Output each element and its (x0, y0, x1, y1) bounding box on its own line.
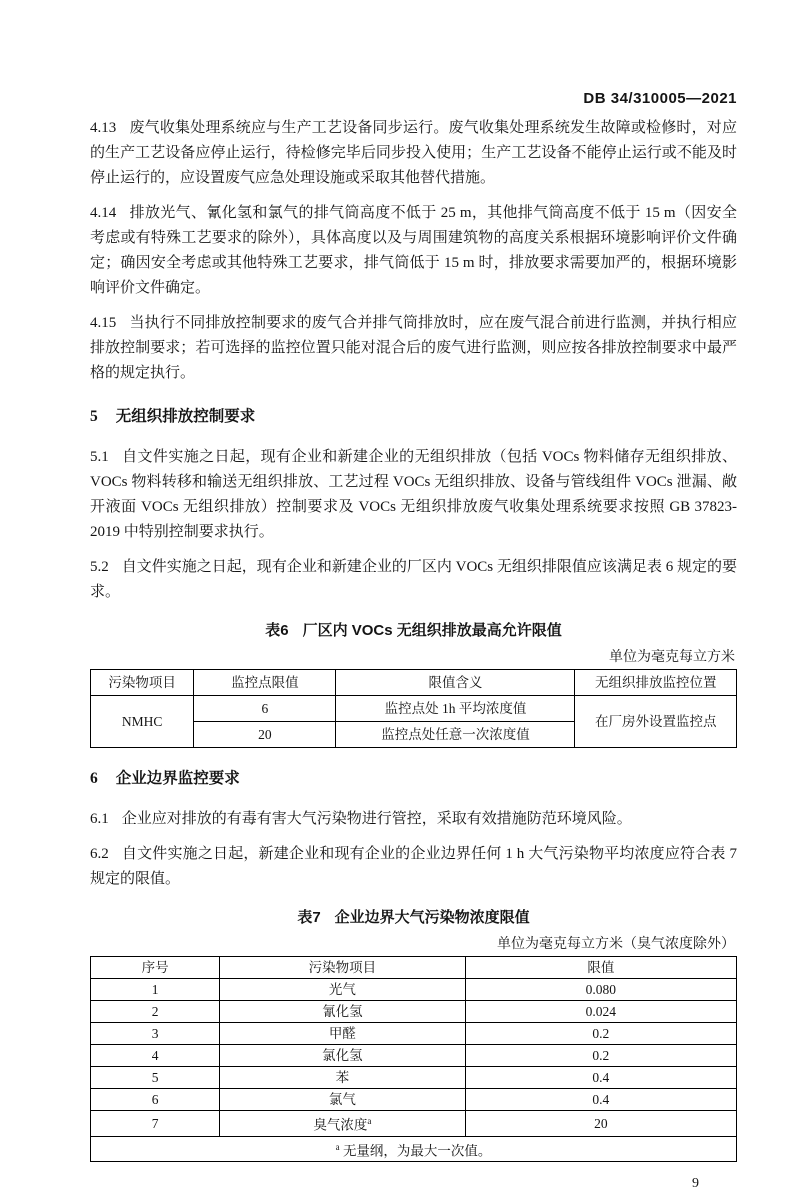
table7-limit-cell: 0.080 (465, 979, 736, 1001)
table7-title-text: 企业边界大气污染物浓度限值 (334, 909, 530, 926)
table6-number: 表6 (265, 622, 289, 639)
table6-unit-note: 单位为毫克每立方米 (609, 650, 735, 665)
table7-header-limit: 限值 (465, 957, 736, 979)
pollutant-name: 甲醛 (328, 1026, 356, 1041)
table7-title (90, 906, 737, 927)
table6-title (90, 619, 737, 640)
table7-no-cell: 3 (91, 1023, 220, 1045)
table7-no-cell: 4 (91, 1045, 220, 1067)
table7-number: 表7 (297, 909, 321, 926)
footnote-marker: a (335, 1141, 340, 1152)
table6-header-limit: 监控点限值 (194, 670, 336, 696)
clause-number: 4.13 (90, 120, 117, 136)
pollutant-name: 光气 (328, 982, 356, 997)
clause-number: 4.14 (90, 205, 117, 221)
document-code-header: DB 34/310005—2021 (583, 90, 737, 107)
clause-5-1 (90, 445, 737, 545)
pollutant-name: 苯 (335, 1070, 350, 1085)
footnote-text: 无量纲，为最大一次值。 (342, 1143, 492, 1158)
table7-row (91, 1045, 737, 1067)
table7-footnote-row (91, 1136, 737, 1162)
section-title: 无组织排放控制要求 (115, 408, 256, 425)
table7-row (91, 1001, 737, 1023)
clause-number: 6.2 (90, 846, 109, 862)
table7-row (91, 979, 737, 1001)
table7-name-cell (220, 1089, 465, 1111)
clause-4-14 (90, 201, 737, 301)
table6-meaning-cell: 监控点处任意一次浓度值 (336, 722, 575, 748)
table6-pollutant-cell: NMHC (91, 696, 194, 748)
table7-no-cell: 6 (91, 1089, 220, 1111)
table7-name-cell (220, 979, 465, 1001)
table7-name-cell (220, 1023, 465, 1045)
table6 (90, 669, 737, 748)
clause-number: 5.1 (90, 449, 109, 465)
table7-limit-cell: 20 (465, 1111, 736, 1137)
clause-number: 6.1 (90, 811, 109, 827)
page-number: 9 (692, 1176, 699, 1191)
clause-6-2 (90, 842, 737, 892)
table7-name-cell (220, 1067, 465, 1089)
table7-row (91, 1111, 737, 1137)
table7-header-no: 序号 (91, 957, 220, 979)
table7-name-cell (220, 1045, 465, 1067)
table7-no-cell: 1 (91, 979, 220, 1001)
section-5-heading (90, 404, 737, 429)
clause-5-2 (90, 555, 737, 605)
pollutant-name: 氯气 (328, 1092, 356, 1107)
pollutant-name: 臭气浓度 (313, 1117, 368, 1133)
clause-text: 自文件实施之日起，新建企业和现有企业的企业边界任何 1 h 大气污染物平均浓度应符合表 7 规定的限值。 (90, 846, 737, 887)
clause-number: 4.15 (90, 315, 117, 331)
table6-header-pollutant: 污染物项目 (91, 670, 194, 696)
table7 (90, 956, 737, 1162)
table7-footnote (91, 1136, 737, 1162)
table6-header-meaning: 限值含义 (336, 670, 575, 696)
table7-limit-cell: 0.4 (465, 1089, 736, 1111)
table7-name-cell (220, 1001, 465, 1023)
footnote-marker: a (367, 1116, 372, 1126)
table6-location-cell: 在厂房外设置监控点 (575, 696, 737, 748)
clause-4-13 (90, 116, 737, 191)
pollutant-name: 氰化氢 (322, 1004, 363, 1019)
section-number: 5 (90, 408, 98, 425)
clause-text: 自文件实施之日起，现有企业和新建企业的厂区内 VOCs 无组织排限值应该满足表 6 规定的要求。 (90, 559, 737, 600)
section-title: 企业边界监控要求 (115, 770, 240, 787)
table7-no-cell: 5 (91, 1067, 220, 1089)
clause-6-1 (90, 807, 737, 832)
clause-text: 排放光气、氰化氢和氯气的排气筒高度不低于 25 m，其他排气筒高度不低于 15 m（因安全考虑或有特殊工艺要求的除外），具体高度以及与周围建筑物的高度关系根据环境影响评价文件确定；确因安全考虑或其他特殊工艺要求，排气筒低于 15 m 时，排放要求需要加严的，根据环境影响评价文件确定。 (90, 205, 737, 296)
table6-meaning-cell: 监控点处 1h 平均浓度值 (336, 696, 575, 722)
table6-row (91, 696, 737, 722)
table7-unit-note: 单位为毫克每立方米（臭气浓度除外） (497, 937, 735, 952)
clause-4-15 (90, 311, 737, 386)
table7-name-cell (220, 1111, 465, 1137)
clause-text: 自文件实施之日起，现有企业和新建企业的无组织排放（包括 VOCs 物料储存无组织排放、VOCs 物料转移和输送无组织排放、工艺过程 VOCs 无组织排放、设备与管线组件 VOCs 泄漏、敞开液面 VOCs 无组织排放）控制要求及 VOCs 无组织排放废气收集处理系统要求按照 GB 37823-2019 中特别控制要求执行。 (90, 449, 737, 540)
section-6-heading (90, 766, 737, 791)
table6-header-row (91, 670, 737, 696)
clause-text: 企业应对排放的有毒有害大气污染物进行管控，采取有效措施防范环境风险。 (121, 811, 632, 827)
table7-no-cell: 2 (91, 1001, 220, 1023)
table6-limit-cell: 20 (194, 722, 336, 748)
table7-limit-cell: 0.2 (465, 1023, 736, 1045)
table7-row (91, 1023, 737, 1045)
clause-text: 废气收集处理系统应与生产工艺设备同步运行。废气收集处理系统发生故障或检修时，对应的生产工艺设备应停止运行，待检修完毕后同步投入使用；生产工艺设备不能停止运行或不能及时停止运行的，应设置废气应急处理设施或采取其他替代措施。 (90, 120, 737, 186)
clause-number: 5.2 (90, 559, 109, 575)
table7-limit-cell: 0.2 (465, 1045, 736, 1067)
table7-header-pollutant: 污染物项目 (220, 957, 465, 979)
table7-header-row (91, 957, 737, 979)
table7-limit-cell: 0.4 (465, 1067, 736, 1089)
table7-row (91, 1089, 737, 1111)
table6-limit-cell: 6 (194, 696, 336, 722)
table7-limit-cell: 0.024 (465, 1001, 736, 1023)
pollutant-name: 氯化氢 (322, 1048, 363, 1063)
table6-title-text: 厂区内 VOCs 无组织排放最高允许限值 (302, 622, 562, 639)
section-number: 6 (90, 770, 98, 787)
table7-row (91, 1067, 737, 1089)
clause-text: 当执行不同排放控制要求的废气合并排气筒排放时，应在废气混合前进行监测，并执行相应排放控制要求；若可选择的监控位置只能对混合后的废气进行监测，则应按各排放控制要求中最严格的规定执行。 (90, 315, 737, 381)
table7-no-cell: 7 (91, 1111, 220, 1137)
table6-header-location: 无组织排放监控位置 (575, 670, 737, 696)
page-content (90, 116, 737, 1192)
